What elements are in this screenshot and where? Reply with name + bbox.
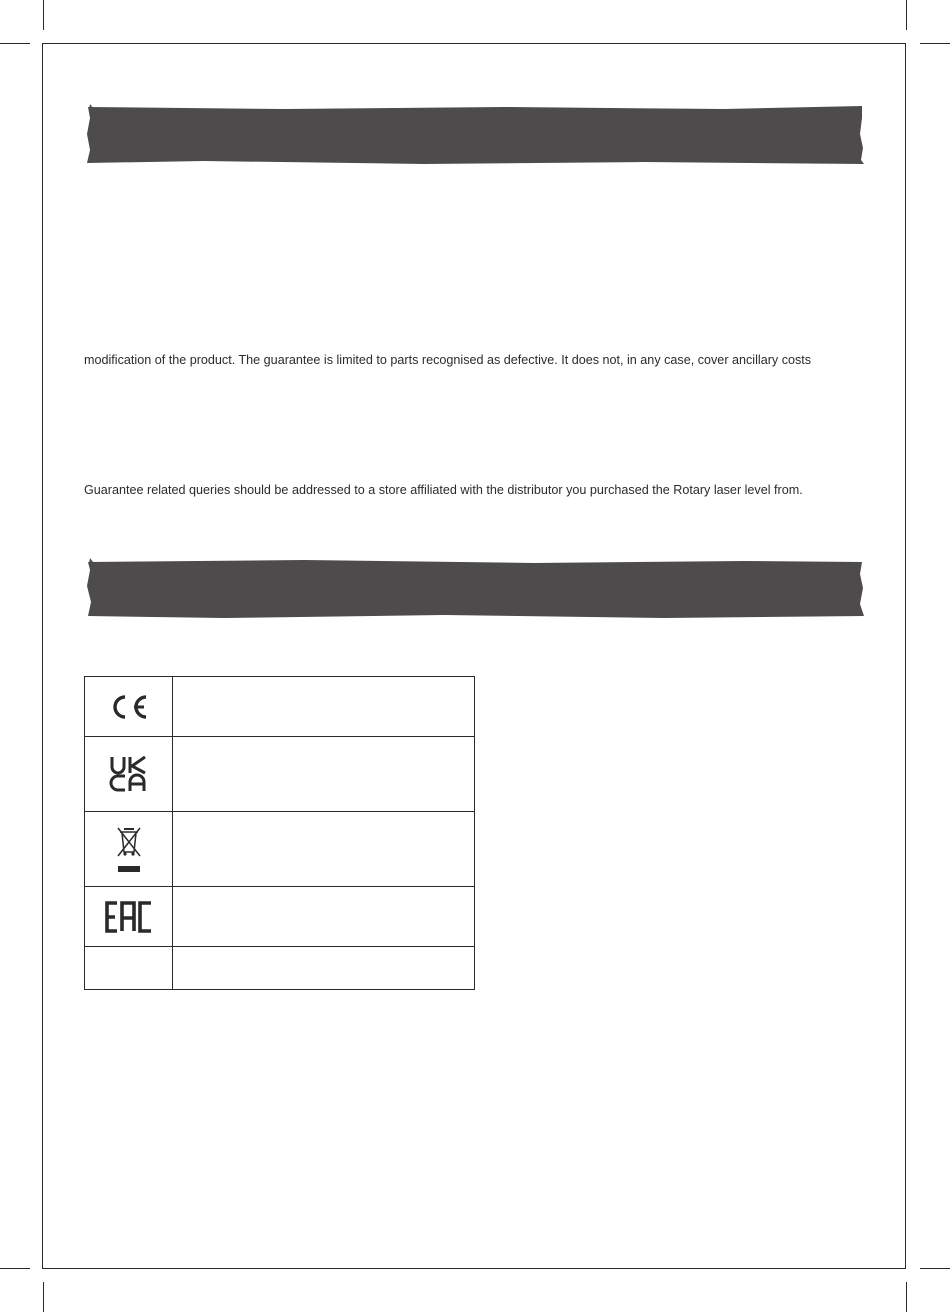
table-row xyxy=(85,677,475,737)
guarantee-queries-text: Guarantee related queries should be addressed to a store affiliated with the distributor you purchased the Rotary laser level from. xyxy=(84,483,803,497)
symbol-description xyxy=(173,677,475,737)
table-row xyxy=(85,947,475,990)
crop-mark xyxy=(43,1282,44,1312)
symbol-cell xyxy=(85,677,173,737)
weee-crossed-bin-icon xyxy=(114,820,144,878)
symbol-description xyxy=(173,947,475,990)
table-row xyxy=(85,737,475,812)
eac-mark-icon xyxy=(104,901,154,933)
guarantee-text-line: modification of the product. The guarantee is limited to parts recognised as defective. It does not, in any case, cover ancillary costs xyxy=(84,353,812,367)
ce-mark-icon xyxy=(108,692,150,722)
symbol-cell xyxy=(85,812,173,887)
crop-mark xyxy=(906,1282,907,1312)
table-row xyxy=(85,812,475,887)
page-frame xyxy=(42,43,906,1269)
symbol-description xyxy=(173,812,475,887)
ukca-mark-icon xyxy=(109,755,149,793)
crop-mark xyxy=(0,43,30,44)
crop-mark xyxy=(0,1268,30,1269)
section-banner-guarantee xyxy=(84,104,866,166)
symbol-description xyxy=(173,887,475,947)
symbols-table xyxy=(84,676,475,990)
symbol-cell xyxy=(85,737,173,812)
symbol-cell xyxy=(85,947,173,990)
table-row xyxy=(85,887,475,947)
symbol-description xyxy=(173,737,475,812)
crop-mark xyxy=(43,0,44,30)
crop-mark xyxy=(906,0,907,30)
section-banner-symbols xyxy=(84,558,866,620)
crop-mark xyxy=(920,43,950,44)
crop-mark xyxy=(920,1268,950,1269)
symbol-cell xyxy=(85,887,173,947)
